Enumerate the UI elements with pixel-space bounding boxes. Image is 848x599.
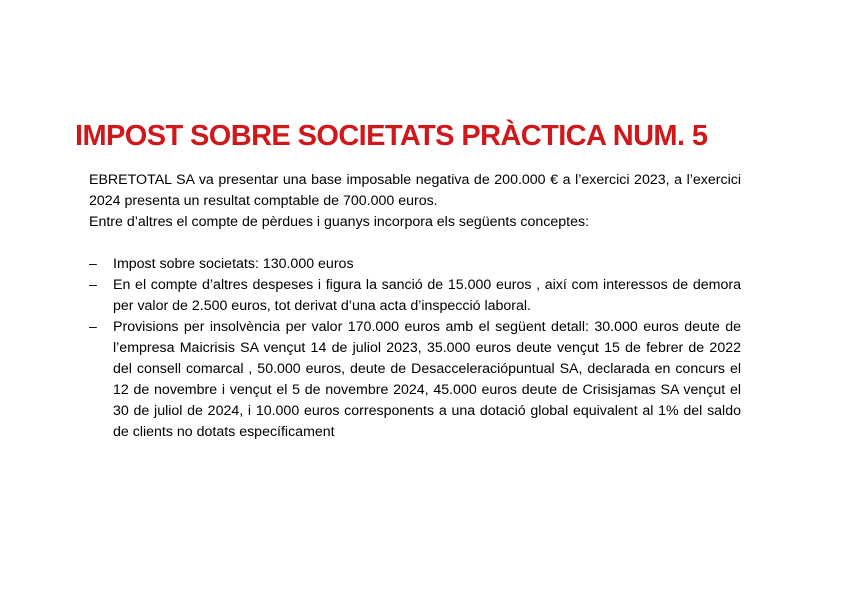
slide-body — [89, 170, 741, 443]
list-item-text: Impost sobre societats: 130.000 euros — [113, 256, 354, 272]
dash-bullet-icon: – — [89, 256, 97, 272]
list-item-text: En el compte d’altres despeses i figura la sanció de 15.000 euros , així com interessos de demora per valor de 2.500 euros, tot derivat d’una acta d’inspecció laboral. — [113, 277, 741, 314]
list-item — [89, 317, 741, 443]
list-item — [89, 254, 741, 275]
dash-bullet-icon: – — [89, 319, 97, 335]
blank-line — [89, 233, 741, 254]
intro-concepts-line: Entre d’altres el compte de pèrdues i guanys incorpora els següents conceptes: — [89, 214, 590, 230]
slide-title: IMPOST SOBRE SOCIETATS PRÀCTICA NUM. 5 — [75, 120, 708, 152]
dash-bullet-icon: – — [89, 277, 97, 293]
concepts-list — [89, 254, 741, 443]
intro-paragraph: EBRETOTAL SA va presentar una base imposable negativa de 200.000 € a l’exercici 2023, a l’exercici 2024 presenta un resultat comptable de 700.000 euros. — [89, 172, 741, 209]
list-item — [89, 275, 741, 317]
list-item-text: Provisions per insolvència per valor 170.000 euros amb el següent detall: 30.000 euros deute de l’empresa Maicrisis SA vençut 14 de juliol 2023, 35.000 euros deute vençut 15 de febrer de 2022 del consell comarcal , 50.000 euros, deute de Desacceleraciópuntual SA, declarada en concurs el 12 de novembre i vençut el 5 de novembre 2024, 45.000 euros deute de Crisisjamas SA vençut el 30 de juliol de 2024, i 10.000 euros corresponents a una dotació global equivalent al 1% del saldo de clients no dotats específicament — [113, 319, 741, 440]
